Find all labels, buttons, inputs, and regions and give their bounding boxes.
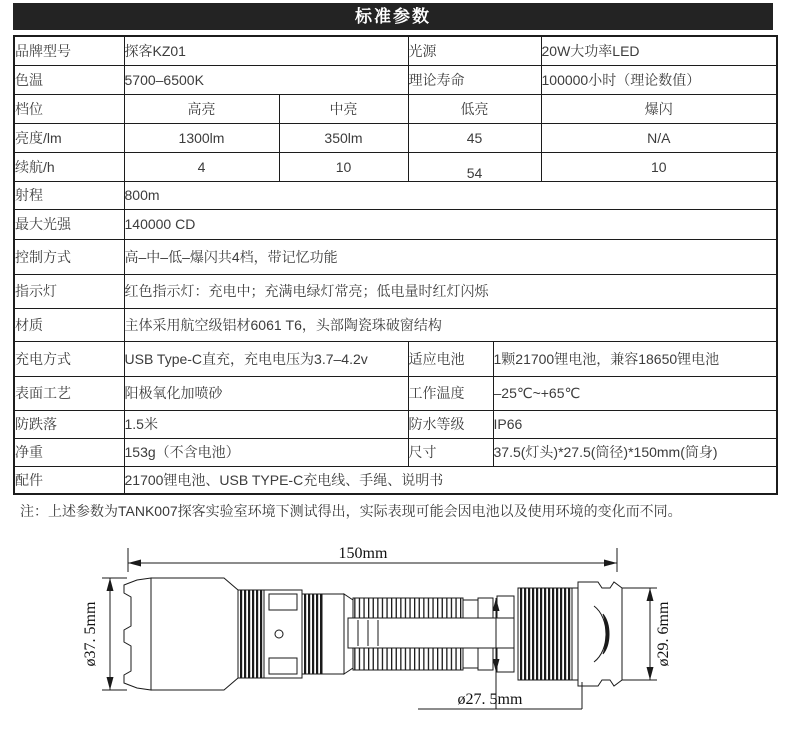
table-row	[14, 274, 777, 308]
mode-header: 低亮	[408, 94, 541, 123]
spec-value: 5700–6500K	[124, 65, 408, 94]
table-row	[14, 152, 777, 181]
flashlight-head	[151, 578, 238, 690]
spec-key: 续航/h	[14, 152, 124, 181]
spec-value: 4	[124, 152, 279, 181]
spec-value: 探客KZ01	[124, 36, 408, 65]
spec-value: 100000小时（理论数值）	[541, 65, 777, 94]
spec-key: 档位	[14, 94, 124, 123]
spec-key: 亮度/lm	[14, 123, 124, 152]
spec-key: 防水等级	[408, 410, 493, 438]
table-row	[14, 65, 777, 94]
spec-value: 10	[279, 152, 408, 181]
spec-value: 高–中–低–爆闪共4档，带记忆功能	[124, 239, 777, 274]
spec-value: 主体采用航空级铝材6061 T6，头部陶瓷珠破窗结构	[124, 308, 777, 341]
body-diameter-label: ø27. 5mm	[457, 691, 523, 708]
tail-knurl-ring	[518, 588, 572, 680]
table-row	[14, 94, 777, 123]
spec-key: 最大光强	[14, 209, 124, 239]
spec-key: 品牌型号	[14, 36, 124, 65]
footnote: 注：上述参数为TANK007探客实验室环境下测试得出，实际表现可能会因电池以及使用环境的变化而不同。	[20, 503, 682, 519]
table-row	[14, 376, 777, 410]
spec-value: 10	[541, 152, 777, 181]
table-row	[14, 466, 777, 494]
spec-value: IP66	[493, 410, 777, 438]
spec-value: 1颗21700锂电池，兼容18650锂电池	[493, 341, 777, 376]
spec-value: 350lm	[279, 123, 408, 152]
spec-value: 37.5(灯头)*27.5(筒径)*150mm(筒身)	[493, 438, 777, 466]
spec-table	[13, 35, 778, 495]
head-diameter-label: ø37. 5mm	[82, 601, 99, 667]
table-row	[14, 410, 777, 438]
head-diameter-dimension	[102, 578, 127, 690]
tail-diameter-label: ø29. 6mm	[655, 601, 672, 667]
spec-key: 射程	[14, 181, 124, 209]
side-switch	[275, 630, 283, 638]
spec-value: USB Type-C直充，充电电压为3.7–4.2v	[124, 341, 408, 376]
spec-key: 工作温度	[408, 376, 493, 410]
table-row	[14, 36, 777, 65]
pocket-clip	[348, 618, 514, 648]
tail-diameter-dimension	[622, 588, 657, 680]
spec-value: 1.5米	[124, 410, 408, 438]
spec-value: 800m	[124, 181, 777, 209]
spec-key: 尺寸	[408, 438, 493, 466]
spec-key: 防跌落	[14, 410, 124, 438]
spec-key: 配件	[14, 466, 124, 494]
spec-key: 表面工艺	[14, 376, 124, 410]
flashlight-technical-drawing	[0, 532, 790, 750]
mode-header: 中亮	[279, 94, 408, 123]
spec-key: 充电方式	[14, 341, 124, 376]
spec-key: 控制方式	[14, 239, 124, 274]
mid-knurl-ring	[302, 594, 322, 674]
length-dimension-label: 150mm	[338, 545, 388, 562]
spec-key: 材质	[14, 308, 124, 341]
table-row	[14, 209, 777, 239]
spec-value: 153g（不含电池）	[124, 438, 408, 466]
spec-value: N/A	[541, 123, 777, 152]
spec-key: 适应电池	[408, 341, 493, 376]
spec-value: 1300lm	[124, 123, 279, 152]
spec-value: 140000 CD	[124, 209, 777, 239]
page-title: 标准参数	[13, 3, 773, 30]
spec-value: 红色指示灯：充电中；充满电绿灯常亮；低电量时红灯闪烁	[124, 274, 777, 308]
strike-bezel	[124, 578, 151, 690]
table-row	[14, 123, 777, 152]
table-row	[14, 438, 777, 466]
spec-value: 54	[408, 152, 541, 181]
spec-key: 光源	[408, 36, 541, 65]
spec-value: –25℃~+65℃	[493, 376, 777, 410]
table-row	[14, 239, 777, 274]
spec-value: 21700锂电池、USB TYPE-C充电线、手绳、说明书	[124, 466, 777, 494]
table-row	[14, 341, 777, 376]
table-row	[14, 181, 777, 209]
spec-key: 指示灯	[14, 274, 124, 308]
mode-header: 爆闪	[541, 94, 777, 123]
spec-value: 45	[408, 123, 541, 152]
spec-key: 色温	[14, 65, 124, 94]
spec-key: 净重	[14, 438, 124, 466]
spec-value: 20W大功率LED	[541, 36, 777, 65]
spec-key: 理论寿命	[408, 65, 541, 94]
spec-value: 阳极氧化加喷砂	[124, 376, 408, 410]
mode-header: 高亮	[124, 94, 279, 123]
table-row	[14, 308, 777, 341]
head-knurl-ring	[238, 590, 264, 678]
tail-cap	[572, 582, 622, 686]
